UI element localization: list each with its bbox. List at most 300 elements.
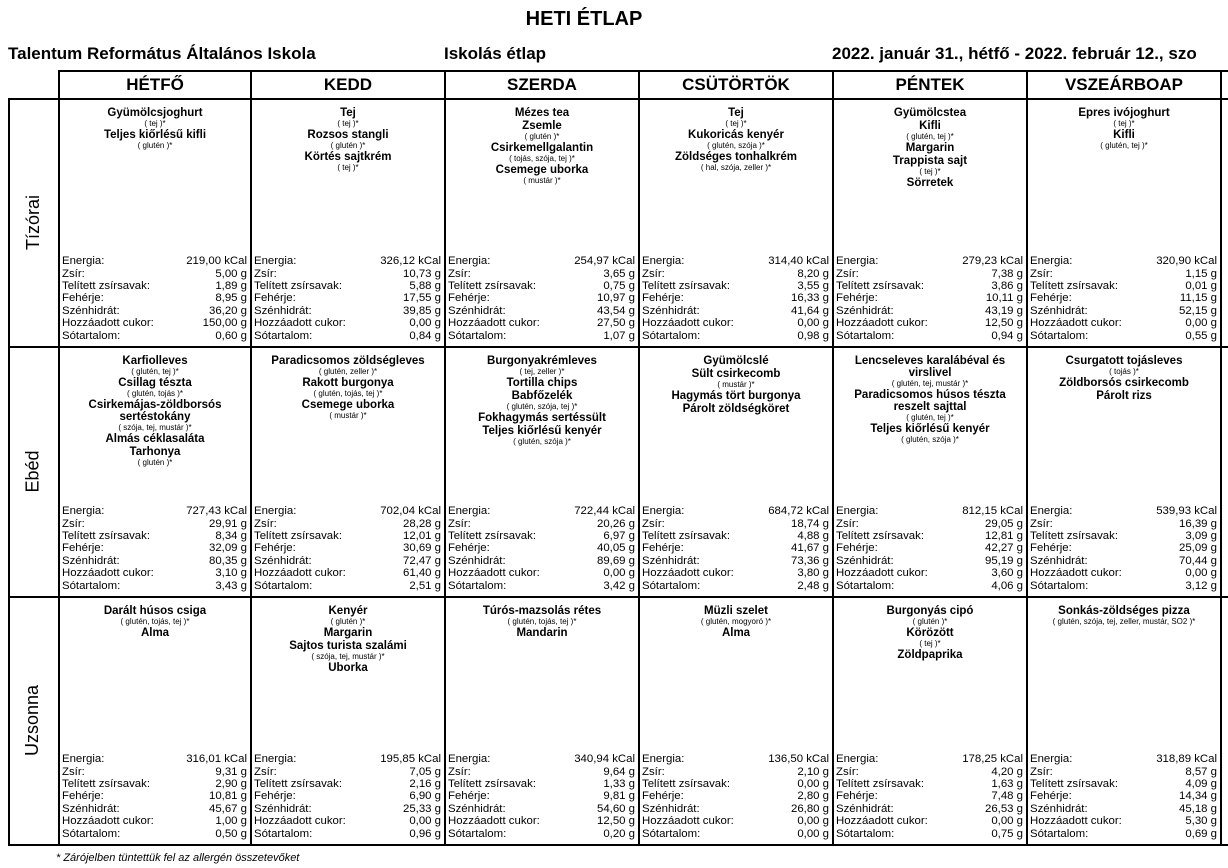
nutrition-row [642, 268, 829, 280]
nutrition-row [642, 505, 829, 517]
nutrient-value: 2,51 g [409, 579, 441, 592]
nutrient-label: Hozzáadott cukor: [1030, 317, 1122, 330]
nutrient-label: Sótartalom: [836, 827, 895, 840]
nutrient-label: Zsír: [836, 765, 859, 778]
nutrient-value: 1,15 g [1185, 267, 1217, 280]
nutrient-label: Szénhidrát: [448, 802, 506, 815]
nutrient-value: 28,28 g [402, 517, 441, 530]
nutrient-value: 0,84 g [409, 329, 441, 342]
nutrition-row [448, 280, 635, 292]
nutrition-row [254, 305, 441, 317]
nutrient-value: 70,44 g [1178, 554, 1217, 567]
nutrition-row [1030, 753, 1217, 765]
dish-list [642, 106, 830, 172]
nutrient-value: 3,43 g [215, 579, 247, 592]
nutrient-value: 316,01 kCal [186, 753, 247, 766]
nutrient-label: Telített zsírsavak: [836, 777, 924, 790]
nutrient-label: Hozzáadott cukor: [642, 567, 734, 580]
nutrition-row [254, 255, 441, 267]
nutrition-row [1030, 567, 1217, 579]
grid-line-v [1220, 70, 1222, 846]
nutrient-label: Szénhidrát: [254, 304, 312, 317]
nutrient-value: 254,97 kCal [574, 255, 635, 268]
nutrition-row [1030, 555, 1217, 567]
day-header: CSÜTÖRTÖK [682, 75, 790, 94]
nutrient-label: Sótartalom: [1030, 827, 1089, 840]
nutrition-table [448, 753, 635, 840]
nutrient-value: 727,43 kCal [186, 505, 247, 518]
allergen-footnote: * Zárójelben tüntettük fel az allergén összetevőket [56, 852, 300, 864]
nutrition-row [254, 280, 441, 292]
nutrition-row [448, 766, 635, 778]
nutrient-value: 722,44 kCal [574, 505, 635, 518]
nutrition-row [448, 305, 635, 317]
nutrition-row [62, 505, 247, 517]
nutrition-row [254, 766, 441, 778]
nutrition-row [448, 790, 635, 802]
nutrient-value: 3,42 g [603, 579, 635, 592]
nutrient-value: 8,34 g [215, 529, 247, 542]
nutrition-row [836, 567, 1023, 579]
nutrition-table [1030, 505, 1217, 592]
nutrient-label: Energia: [254, 753, 297, 766]
nutrient-label: Hozzáadott cukor: [642, 815, 734, 828]
nutrient-value: 32,09 g [208, 542, 247, 555]
menu-cell [1028, 100, 1220, 346]
meal-label [8, 596, 58, 844]
nutrition-table [836, 505, 1023, 592]
menu-cell [640, 598, 832, 844]
allergen-note: ( glutén, tej )* [1100, 141, 1148, 150]
nutrient-value: 1,89 g [215, 279, 247, 292]
nutrition-row [448, 255, 635, 267]
nutrient-value: 9,31 g [215, 765, 247, 778]
nutrient-label: Fehérje: [1030, 790, 1072, 803]
nutrient-value: 61,40 g [402, 567, 441, 580]
nutrient-value: 318,89 kCal [1156, 753, 1217, 766]
nutrient-value: 10,81 g [208, 790, 247, 803]
nutrient-value: 0,69 g [1185, 827, 1217, 840]
nutrient-value: 0,00 g [1185, 317, 1217, 330]
nutrition-table [642, 255, 829, 342]
nutrient-value: 3,65 g [603, 267, 635, 280]
allergen-note: ( tej )* [337, 163, 359, 172]
nutrient-label: Hozzáadott cukor: [448, 317, 540, 330]
dish-name: Csirkemellgalantin [490, 142, 594, 154]
nutrient-value: 8,20 g [797, 267, 829, 280]
nutrient-value: 340,94 kCal [574, 753, 635, 766]
nutrient-label: Telített zsírsavak: [1030, 529, 1118, 542]
nutrient-label: Telített zsírsavak: [448, 279, 536, 292]
nutrition-row [254, 555, 441, 567]
dish-name: Tortilla chips [506, 377, 578, 389]
meal-label [8, 346, 58, 596]
nutrient-value: 72,47 g [402, 554, 441, 567]
dish-name: Zöldséges tonhalkrém [674, 151, 798, 163]
nutrient-value: 0,50 g [215, 827, 247, 840]
nutrient-value: 16,39 g [1178, 517, 1217, 530]
nutrient-value: 25,33 g [402, 802, 441, 815]
menu-cell [252, 348, 444, 596]
nutrient-label: Energia: [62, 753, 105, 766]
nutrient-label: Szénhidrát: [62, 802, 120, 815]
dish-name: Mézes tea [514, 107, 570, 119]
nutrient-label: Energia: [448, 255, 491, 268]
nutrient-value: 42,27 g [984, 542, 1023, 555]
allergen-note: ( glutén, szója, tej, zeller, mustár, SO2 )* [1052, 617, 1196, 626]
nutrient-label: Fehérje: [254, 292, 296, 305]
nutrient-value: 2,48 g [797, 579, 829, 592]
dish-name: Uborka [328, 662, 368, 674]
dish-name: Kifli [1113, 129, 1135, 141]
nutrient-label: Sótartalom: [642, 329, 701, 342]
nutrient-label: Fehérje: [62, 292, 104, 305]
nutrient-value: 8,57 g [1185, 765, 1217, 778]
nutrition-row [254, 580, 441, 592]
dish-name: Alma [140, 627, 170, 639]
nutrition-table [448, 255, 635, 342]
nutrient-value: 14,34 g [1178, 790, 1217, 803]
nutrition-row [836, 815, 1023, 827]
dish-name: Csurgatott tojásleves [1065, 355, 1183, 367]
nutrition-row [254, 828, 441, 840]
dish-list [254, 604, 442, 674]
nutrient-label: Sótartalom: [448, 579, 507, 592]
nutrition-row [62, 778, 247, 790]
nutrition-row [1030, 790, 1217, 802]
allergen-note: ( glutén )* [330, 141, 366, 150]
nutrient-label: Telített zsírsavak: [642, 777, 730, 790]
nutrient-value: 3,09 g [1185, 529, 1217, 542]
page-title: HETI ÉTLAP [525, 8, 643, 30]
nutrition-row [62, 790, 247, 802]
grid-line-h [8, 844, 1228, 846]
dish-name: Babfőzelék [511, 390, 573, 402]
nutrient-label: Szénhidrát: [642, 554, 700, 567]
nutrient-value: 29,91 g [208, 517, 247, 530]
dish-name: Körözött [906, 627, 954, 639]
nutrient-value: 0,94 g [991, 329, 1023, 342]
dish-name: Burgonyás cipó [886, 605, 974, 617]
nutrient-label: Sótartalom: [254, 827, 313, 840]
nutrient-label: Energia: [836, 255, 879, 268]
allergen-note: ( szója, tej, mustár )* [311, 652, 385, 661]
nutrition-table [642, 753, 829, 840]
dish-name: Gyümölcsjoghurt [107, 107, 203, 119]
nutrition-row [642, 790, 829, 802]
menu-cell [834, 100, 1026, 346]
nutrient-label: Telített zsírsavak: [1030, 777, 1118, 790]
menu-cell [252, 100, 444, 346]
dish-list [448, 354, 636, 446]
menu-cell [834, 598, 1026, 844]
nutrient-label: Szénhidrát: [254, 802, 312, 815]
dish-name: Darált húsos csiga [103, 605, 207, 617]
nutrient-label: Szénhidrát: [254, 554, 312, 567]
dish-name: Tej [340, 107, 356, 119]
nutrient-value: 178,25 kCal [962, 753, 1023, 766]
nutrition-row [448, 815, 635, 827]
nutrient-value: 12,50 g [596, 815, 635, 828]
nutrient-label: Zsír: [1030, 267, 1053, 280]
allergen-note: ( tojás )* [1109, 367, 1139, 376]
nutrient-value: 702,04 kCal [380, 505, 441, 518]
nutrition-row [836, 803, 1023, 815]
nutrition-row [642, 292, 829, 304]
nutrition-row [1030, 317, 1217, 329]
dish-name: Hagymás tört burgonya [671, 390, 801, 402]
nutrient-label: Fehérje: [836, 790, 878, 803]
nutrient-label: Energia: [254, 255, 297, 268]
dish-name: Gyümölcstea [893, 107, 967, 119]
nutrition-row [448, 580, 635, 592]
dish-name: Tarhonya [129, 446, 181, 458]
menu-type: Iskolás étlap [444, 44, 547, 63]
nutrient-value: 0,55 g [1185, 329, 1217, 342]
nutrient-value: 539,93 kCal [1156, 505, 1217, 518]
nutrition-row [254, 567, 441, 579]
allergen-note: ( glutén, tojás, tej )* [120, 617, 190, 626]
nutrition-row [254, 803, 441, 815]
day-header: HÉTFŐ [126, 75, 184, 94]
nutrient-label: Szénhidrát: [642, 304, 700, 317]
nutrient-label: Sótartalom: [836, 329, 895, 342]
allergen-note: ( glutén, szója )* [901, 435, 959, 444]
nutrient-value: 684,72 kCal [768, 505, 829, 518]
nutrition-row [254, 542, 441, 554]
dish-name: Kukoricás kenyér [688, 129, 784, 141]
nutrient-value: 136,50 kCal [768, 753, 829, 766]
nutrient-value: 279,23 kCal [962, 255, 1023, 268]
dish-name: Epres ivójoghurt [1078, 107, 1170, 119]
nutrient-label: Fehérje: [254, 542, 296, 555]
nutrient-label: Telített zsírsavak: [254, 529, 342, 542]
allergen-note: ( tej )* [337, 119, 359, 128]
nutrition-row [254, 530, 441, 542]
nutrient-value: 4,20 g [991, 765, 1023, 778]
nutrition-row [254, 753, 441, 765]
nutrition-row [62, 280, 247, 292]
nutrition-row [448, 292, 635, 304]
allergen-note: ( glutén, tej )* [906, 132, 954, 141]
nutrient-label: Energia: [642, 753, 685, 766]
dish-name: Burgonyakrémleves [487, 355, 597, 367]
nutrient-value: 43,54 g [596, 304, 635, 317]
dish-name: Zsemle [522, 120, 562, 132]
day-header: PÉNTEK [895, 75, 965, 94]
nutrition-row [642, 828, 829, 840]
nutrient-label: Energia: [62, 505, 105, 518]
nutrient-label: Energia: [836, 505, 879, 518]
dish-name: Csillag tészta [118, 377, 192, 389]
nutrient-label: Szénhidrát: [836, 802, 894, 815]
nutrition-row [62, 815, 247, 827]
nutrient-label: Energia: [1030, 255, 1073, 268]
dish-name: Teljes kiőrlésű kenyér [482, 425, 602, 437]
menu-cell [60, 348, 250, 596]
nutrient-value: 0,01 g [1185, 279, 1217, 292]
nutrition-row [1030, 803, 1217, 815]
nutrition-row [62, 753, 247, 765]
menu-cell [834, 348, 1026, 596]
nutrient-label: Hozzáadott cukor: [836, 815, 928, 828]
nutrition-row [62, 268, 247, 280]
nutrition-row [448, 268, 635, 280]
dish-list [642, 604, 830, 639]
nutrient-label: Zsír: [642, 765, 665, 778]
nutrient-label: Fehérje: [254, 790, 296, 803]
nutrient-value: 73,36 g [790, 554, 829, 567]
nutrient-value: 0,20 g [603, 827, 635, 840]
nutrition-row [448, 505, 635, 517]
dish-list [836, 354, 1024, 444]
nutrition-row [448, 317, 635, 329]
dish-list [1030, 106, 1218, 150]
menu-cell [1028, 598, 1220, 844]
nutrient-value: 0,00 g [409, 317, 441, 330]
nutrient-label: Telített zsírsavak: [448, 777, 536, 790]
nutrient-label: Szénhidrát: [62, 304, 120, 317]
allergen-note: ( tojás, szója, tej )* [509, 154, 575, 163]
nutrient-label: Szénhidrát: [1030, 304, 1088, 317]
nutrient-label: Energia: [642, 505, 685, 518]
nutrient-label: Telített zsírsavak: [642, 529, 730, 542]
nutrient-label: Sótartalom: [254, 329, 313, 342]
nutrition-row [836, 828, 1023, 840]
allergen-note: ( glutén, szója )* [513, 437, 571, 446]
nutrient-label: Telített zsírsavak: [642, 279, 730, 292]
nutrient-label: Telített zsírsavak: [448, 529, 536, 542]
allergen-note: ( glutén, mogyoró )* [700, 617, 772, 626]
nutrient-label: Zsír: [448, 517, 471, 530]
dish-name: Trappista sajt [892, 155, 968, 167]
dish-name: Lencseleves karalábéval és virslivel [854, 355, 1006, 379]
dish-list [448, 604, 636, 639]
nutrient-value: 3,55 g [797, 279, 829, 292]
nutrition-row [1030, 580, 1217, 592]
school-name: Talentum Református Általános Iskola [8, 44, 316, 63]
nutrient-label: Zsír: [836, 267, 859, 280]
nutrient-value: 10,11 g [985, 292, 1023, 305]
nutrition-table [62, 505, 247, 592]
nutrition-row [62, 530, 247, 542]
nutrition-row [62, 317, 247, 329]
allergen-note: ( mustár )* [329, 411, 367, 420]
nutrition-row [836, 778, 1023, 790]
nutrient-label: Zsír: [836, 517, 859, 530]
nutrient-value: 12,50 g [984, 317, 1023, 330]
dish-name: Rozsos stangli [307, 129, 389, 141]
nutrient-value: 2,90 g [215, 777, 247, 790]
nutrient-value: 3,12 g [1185, 579, 1217, 592]
nutrition-row [448, 530, 635, 542]
nutrient-value: 95,19 g [984, 554, 1023, 567]
nutrition-row [448, 828, 635, 840]
dish-name: Müzli szelet [704, 605, 768, 617]
nutrient-value: 7,38 g [991, 267, 1023, 280]
nutrient-label: Szénhidrát: [1030, 554, 1088, 567]
nutrient-label: Fehérje: [448, 542, 490, 555]
nutrient-value: 3,80 g [797, 567, 829, 580]
dish-list [254, 106, 442, 172]
nutrient-value: 20,26 g [596, 517, 635, 530]
nutrition-row [836, 317, 1023, 329]
nutrient-value: 11,15 g [1179, 292, 1217, 305]
nutrition-row [836, 580, 1023, 592]
dish-list [448, 106, 636, 185]
nutrient-label: Hozzáadott cukor: [836, 317, 928, 330]
allergen-note: ( mustár )* [523, 176, 561, 185]
nutrition-row [254, 790, 441, 802]
nutrient-label: Hozzáadott cukor: [448, 815, 540, 828]
allergen-note: ( tej )* [1113, 119, 1135, 128]
nutrition-row [836, 255, 1023, 267]
nutrient-label: Zsír: [448, 765, 471, 778]
nutrient-label: Sótartalom: [254, 579, 313, 592]
nutrition-row [642, 567, 829, 579]
nutrient-label: Telített zsírsavak: [62, 777, 150, 790]
dish-name: Sajtos turista szalámi [289, 640, 407, 652]
nutrient-value: 29,05 g [984, 517, 1023, 530]
nutrition-row [448, 330, 635, 342]
nutrient-value: 812,15 kCal [962, 505, 1023, 518]
allergen-note: ( hal, szója, zeller )* [700, 163, 772, 172]
allergen-note: ( glutén, tojás, tej )* [313, 389, 383, 398]
nutrition-row [642, 330, 829, 342]
nutrition-table [254, 255, 441, 342]
nutrient-label: Sótartalom: [1030, 579, 1089, 592]
nutrition-row [836, 753, 1023, 765]
nutrient-value: 0,00 g [797, 317, 829, 330]
nutrient-value: 3,60 g [991, 567, 1023, 580]
nutrient-label: Energia: [1030, 753, 1073, 766]
dish-name: Zöldborsós csirkecomb [1059, 377, 1189, 389]
nutrition-row [642, 753, 829, 765]
nutrient-value: 7,05 g [409, 765, 441, 778]
nutrient-value: 12,81 g [984, 529, 1023, 542]
nutrient-value: 4,09 g [1185, 777, 1217, 790]
allergen-note: ( glutén )* [137, 458, 173, 467]
nutrition-table [448, 505, 635, 592]
nutrition-table [62, 255, 247, 342]
nutrition-row [448, 518, 635, 530]
nutrient-label: Hozzáadott cukor: [62, 815, 154, 828]
nutrition-row [836, 292, 1023, 304]
nutrient-value: 219,00 kCal [186, 255, 247, 268]
nutrient-label: Hozzáadott cukor: [254, 317, 346, 330]
nutrition-row [1030, 530, 1217, 542]
nutrition-row [62, 518, 247, 530]
meal-name: Ebéd [22, 449, 43, 493]
nutrient-value: 18,74 g [790, 517, 829, 530]
dish-name: Túrós-mazsolás rétes [482, 605, 602, 617]
nutrition-row [1030, 518, 1217, 530]
nutrient-value: 41,67 g [790, 542, 829, 555]
nutrition-row [642, 580, 829, 592]
meal-name: Uzsonna [22, 684, 43, 756]
nutrient-value: 45,67 g [208, 802, 247, 815]
nutrition-row [642, 280, 829, 292]
nutrition-table [836, 753, 1023, 840]
nutrient-value: 30,69 g [402, 542, 441, 555]
date-range: 2022. január 31., hétfő - 2022. február 12., szo [832, 44, 1197, 63]
day-header: KEDD [323, 75, 373, 94]
nutrient-label: Zsír: [448, 267, 471, 280]
nutrient-label: Telített zsírsavak: [836, 529, 924, 542]
nutrition-row [1030, 815, 1217, 827]
nutrient-label: Sótartalom: [448, 827, 507, 840]
allergen-note: ( glutén, tej )* [131, 367, 179, 376]
